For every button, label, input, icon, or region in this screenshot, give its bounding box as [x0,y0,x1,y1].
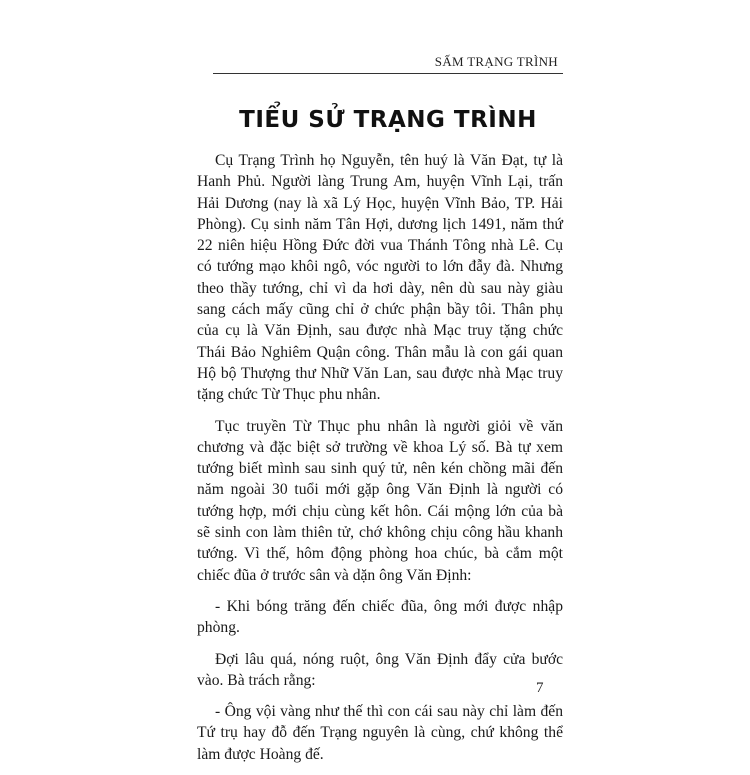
paragraph-legend: Tục truyền Từ Thục phu nhân là người giỏi về văn chương và đặc biệt sở trường về khoa Lý số. Bà tự xem tướng biết mình sau sinh quý tử, nên kén chồng mãi đến năm ngoài 30 tuổi mới gặp ông Văn Định là người có tướng hợp, mới chịu cùng kết hôn. Cái mộng lớn của bà sẽ sinh con làm thiên tử, chớ không chịu công hầu khanh tướng. Vì thế, hôm động phòng hoa chúc, bà cắm một chiếc đũa ở trước sân và dặn ông Văn Định: [197,417,563,584]
paragraph-biography: Cụ Trạng Trình họ Nguyễn, tên huý là Văn Đạt, tự là Hanh Phủ. Người làng Trung Am, huyện Vĩnh Lại, trấn Hải Dương (nay là xã Lý Học, huyện Vĩnh Bảo, TP. Hải Phòng). Cụ sinh năm Tân Hợi, dương lịch 1491, năm thứ 22 niên hiệu Hồng Đức đời vua Thánh Tông nhà Lê. Cụ có tướng mạo khôi ngô, vóc người to lớn đẫy đà. Nhưng theo thầy tướng, chỉ vì da hơi dày, nên dù sau này giàu sang cách mấy cũng chỉ ở chức phận bầy tôi. Thân phụ của cụ là Văn Định, sau được nhà Mạc truy tặng chức Thái Bảo Nghiêm Quận công. Thân mẫu là con gái quan Hộ bộ Thượng thư Nhữ Văn Lan, sau được nhà Mạc truy tặng chức Từ Thục phu nhân. [197,152,563,404]
chapter-title: TIỂU SỬ TRẠNG TRÌNH [239,107,537,133]
page-number: 7 [536,680,544,696]
paragraph-dialog-instruction: - Khi bóng trăng đến chiếc đũa, ông mới được nhập phòng. [197,597,563,637]
body-text [197,150,563,775]
running-header-title: SẤM TRẠNG TRÌNH [434,54,558,69]
header-rule [213,73,563,74]
paragraph-narration: Đợi lâu quá, nóng ruột, ông Văn Định đẩy cửa bước vào. Bà trách rằng: [197,650,563,689]
paragraph-dialog-reproach: - Ông vội vàng như thế thì con cái sau này chỉ làm đến Tứ trụ hay đỗ đến Trạng nguyên là cùng, chứ không thể làm được Hoàng đế. [197,703,563,763]
